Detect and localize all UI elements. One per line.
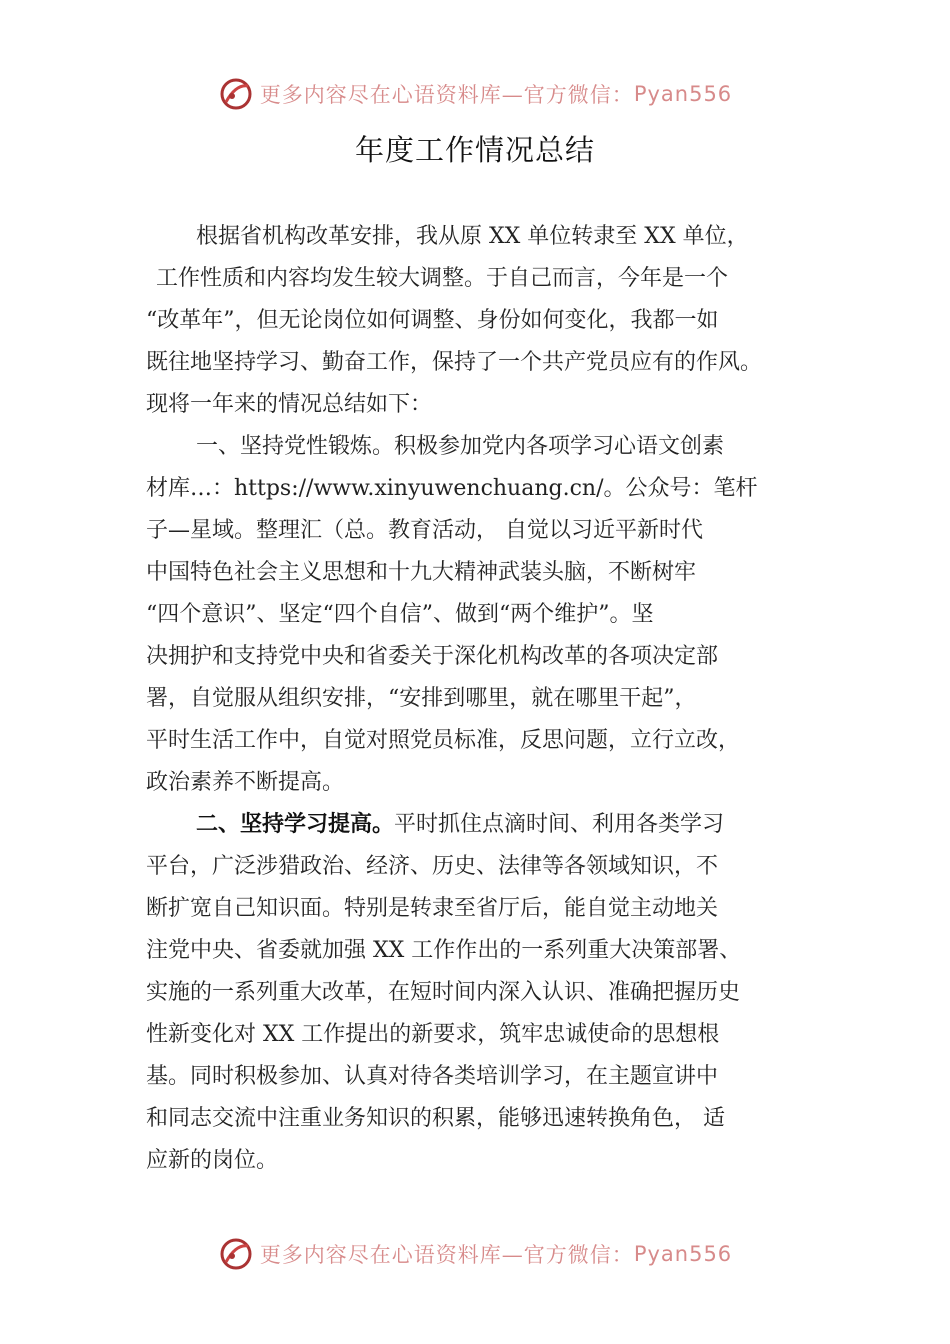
- logo-icon: [218, 1236, 254, 1272]
- body-line: 平台，广泛涉猎政治、经济、历史、法律等各领域知识，不: [146, 854, 719, 879]
- body-line: 实施的一系列重大改革，在短时间内深入认识、准确把握历史: [146, 980, 741, 1005]
- banner-text: 更多内容尽在心语资料库—官方微信：: [259, 1243, 634, 1267]
- header-watermark-banner: [0, 74, 950, 114]
- body-line: 政治素养不断提高。: [146, 770, 345, 795]
- body-line: 工作性质和内容均发生较大调整。于自己而言，今年是一个: [156, 266, 729, 291]
- body-line: 现将一年来的情况总结如下：: [146, 392, 433, 417]
- body-line: 材库…：https://www.xinyuwenchuang.cn/。公众号：笔杆: [146, 476, 758, 501]
- body-line: 既往地坚持学习、勤奋工作，保持了一个共产党员应有的作风。: [146, 350, 763, 375]
- banner-text: 更多内容尽在心语资料库—官方微信：: [259, 83, 634, 107]
- body-line: 应新的岗位。: [146, 1148, 279, 1173]
- section-heading: 二、坚持学习提高。: [196, 812, 395, 837]
- body-line: 平时生活工作中，自觉对照党员标准，反思问题，立行立改，: [146, 728, 741, 753]
- body-line: “改革年”，但无论岗位如何调整、身份如何变化，我都一如: [146, 308, 719, 333]
- body-line: 子—星域。整理汇（总。教育活动， 自觉以习近平新时代: [146, 518, 703, 543]
- body-line: 根据省机构改革安排，我从原 XX 单位转隶至 XX 单位，: [196, 224, 749, 249]
- document-title: 年度工作情况总结: [354, 133, 595, 167]
- body-line: “四个意识”、坚定“四个自信”、做到“两个维护”。坚: [146, 602, 654, 627]
- body-line: 断扩宽自己知识面。特别是转隶至省厅后，能自觉主动地关: [146, 896, 719, 921]
- document-body: [146, 216, 836, 1182]
- body-line-text: 平时抓住点滴时间、利用各类学习: [394, 812, 725, 837]
- logo-icon: [218, 76, 254, 112]
- body-line: 基。同时积极参加、认真对待各类培训学习，在主题宣讲中: [146, 1064, 719, 1089]
- body-line: 性新变化对 XX 工作提出的新要求，筑牢忠诚使命的思想根: [146, 1022, 720, 1047]
- body-line-section-two: [146, 804, 836, 846]
- footer-watermark-banner: [0, 1234, 950, 1274]
- banner-wechat-id: Pyan556: [633, 1242, 733, 1266]
- body-line: 决拥护和支持党中央和省委关于深化机构改革的各项决定部: [146, 644, 719, 669]
- banner-wechat-id: Pyan556: [633, 82, 733, 106]
- body-line: 中国特色社会主义思想和十九大精神武装头脑，不断树牢: [146, 560, 697, 585]
- body-line: 注党中央、省委就加强 XX 工作作出的一系列重大决策部署、: [146, 938, 742, 963]
- body-line: 一、坚持党性锻炼。积极参加党内各项学习心语文创素: [196, 434, 725, 459]
- body-line: 署，自觉服从组织安排，“安排到哪里，就在哪里干起”，: [146, 686, 697, 711]
- body-line: 和同志交流中注重业务知识的积累，能够迅速转换角色， 适: [146, 1106, 725, 1131]
